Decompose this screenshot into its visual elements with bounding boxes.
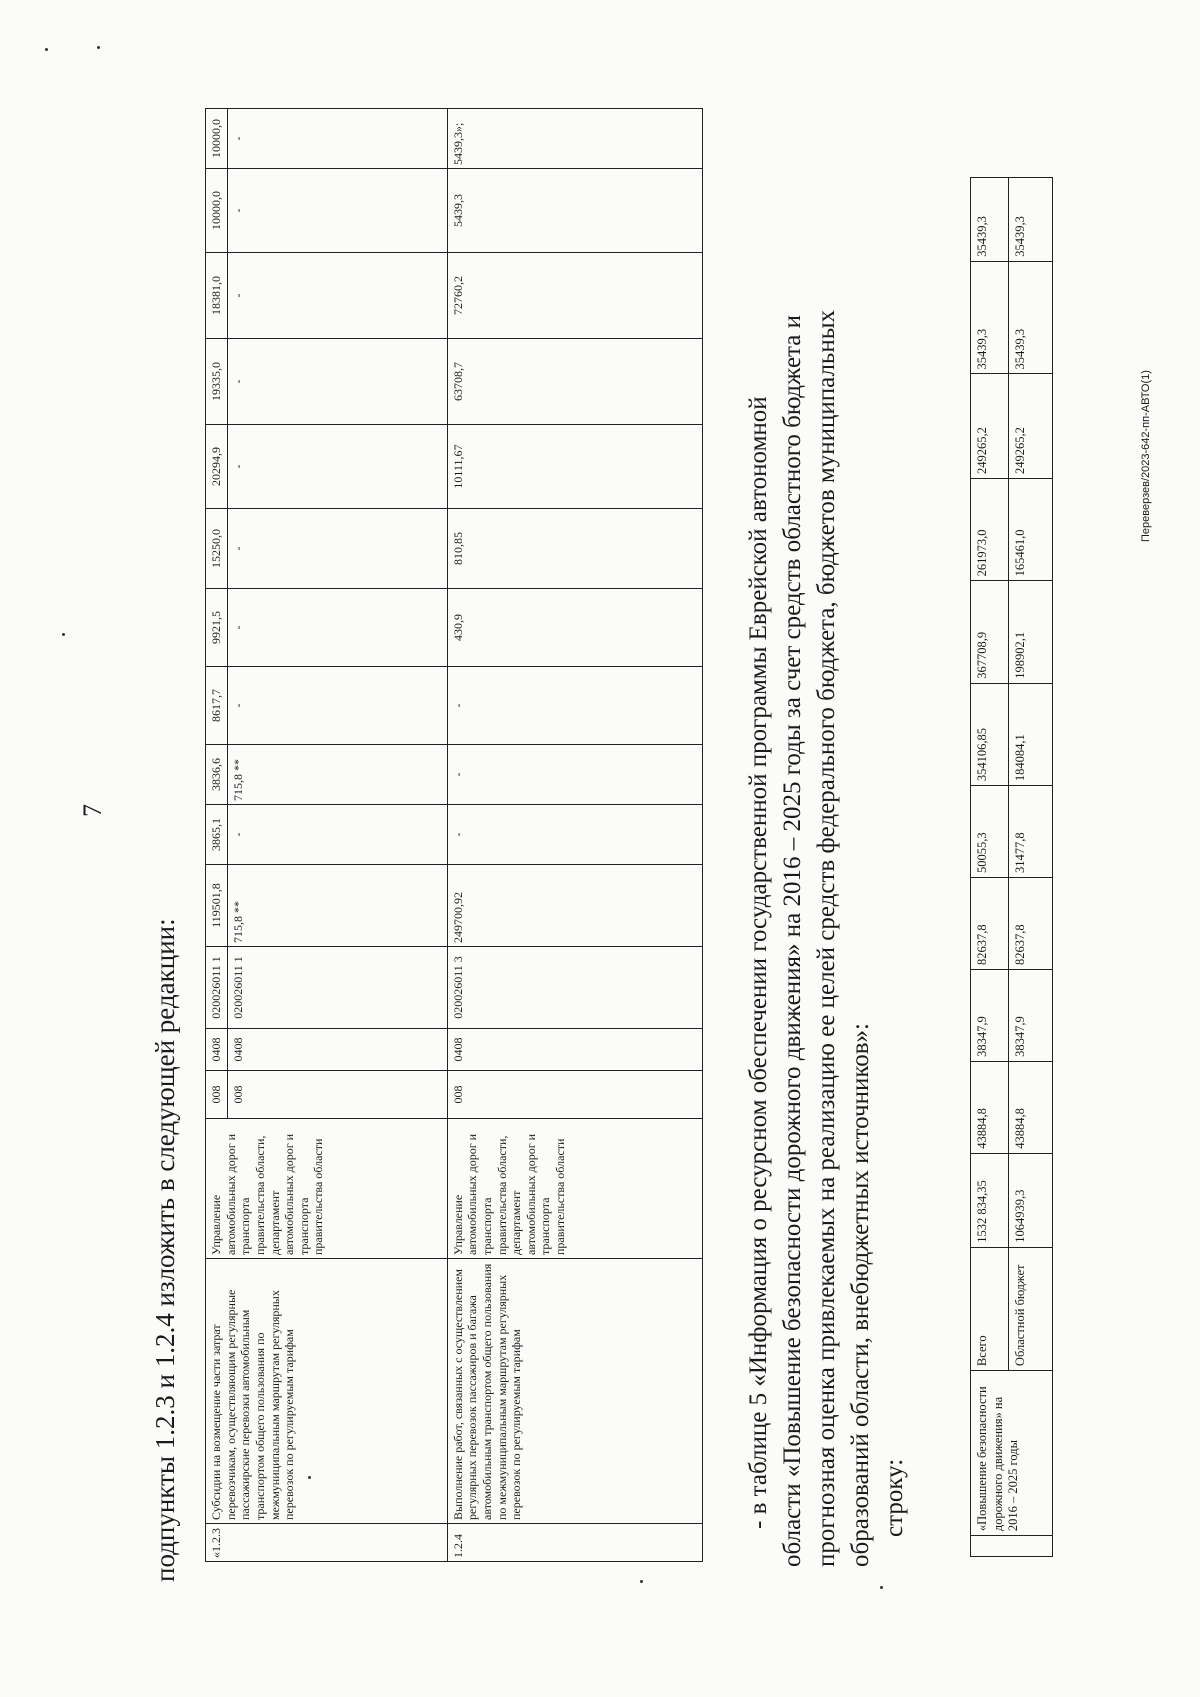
measure-name: Субсидии на возмещение части затрат перевозчикам, осуществляющим регулярные пассажирские перевозки автомобильным транспортом общего пользования по межмуниципальным маршрутам регулярных перевозок по регулируемым тарифам <box>206 1259 448 1524</box>
value-cell: 5439,3»; <box>447 109 702 169</box>
value-cell: 18381,0 <box>206 253 228 339</box>
amendment-paragraph <box>742 147 912 1567</box>
row-number: «1.2.3 <box>206 1524 448 1562</box>
value-cell: - <box>227 339 447 425</box>
table-row <box>1009 178 1053 1557</box>
value-cell: 35439,3 <box>1009 178 1053 262</box>
table-row <box>971 178 1009 1557</box>
rzpr-cell: 0408 <box>227 1029 447 1071</box>
csr-cell: 020026011 1 <box>227 947 447 1029</box>
value-cell: 15250,0 <box>206 509 228 589</box>
value-cell: 35439,3 <box>1009 261 1053 374</box>
resource-summary-table <box>970 177 1053 1557</box>
value-cell: 249265,2 <box>1009 374 1053 478</box>
value-cell: 367708,9 <box>971 581 1009 683</box>
value-cell: - <box>447 805 702 865</box>
value-cell: 198902,1 <box>1009 581 1053 683</box>
value-cell: 31477,8 <box>1009 786 1053 878</box>
value-cell: 8617,7 <box>206 667 228 745</box>
csr-cell: 020026011 1 <box>206 947 228 1029</box>
value-cell: 20294,9 <box>206 425 228 509</box>
value-cell: 119501,8 <box>206 865 228 947</box>
value-cell: 63708,7 <box>447 339 702 425</box>
value-cell: 38347,9 <box>971 969 1009 1061</box>
source-cell: Областной бюджет <box>1009 1247 1053 1370</box>
value-cell: 43884,8 <box>971 1061 1009 1153</box>
value-cell: 72760,2 <box>447 253 702 339</box>
value-cell: - <box>447 667 702 745</box>
value-cell: - <box>227 805 447 865</box>
value-cell: 3865,1 <box>206 805 228 865</box>
source-cell: Всего <box>971 1247 1009 1370</box>
value-cell: 10111,67 <box>447 425 702 509</box>
table-row <box>206 47 228 1562</box>
value-cell: 261973,0 <box>971 478 1009 580</box>
paragraph-line: образований области, внебюджетных источников»: <box>847 1023 874 1567</box>
value-cell: 810,85 <box>447 509 702 589</box>
value-cell: - <box>227 589 447 667</box>
value-cell: 82637,8 <box>1009 878 1053 970</box>
page-number: 7 <box>78 804 107 817</box>
rzpr-cell: 0408 <box>447 1029 702 1071</box>
paragraph-line: - в таблице 5 «Информация о ресурсном обеспечении государственной программы Еврейской автономной <box>745 396 772 1529</box>
value-cell: 10000,0 <box>206 109 228 169</box>
empty-cell <box>971 1536 1053 1557</box>
value-cell: 9921,5 <box>206 589 228 667</box>
value-cell: 1064939,3 <box>1009 1153 1053 1247</box>
program-measures-table <box>205 46 703 1562</box>
value-cell: - <box>227 169 447 253</box>
value-cell: 184084,1 <box>1009 683 1053 785</box>
measure-name: Выполнение работ, связанных с осуществлением регулярных перевозок пассажиров и багажа автомобильным транспортом общего пользования по межмуниципальным маршрутам регулярных перевозок по регулируемым тарифам <box>447 1259 702 1524</box>
value-cell: - <box>227 509 447 589</box>
grbs-cell: 008 <box>447 1071 702 1119</box>
value-cell: 715,8 ** <box>227 865 447 947</box>
program-name: «Повышение безопасности дорожного движения» на 2016 – 2025 годы <box>971 1371 1053 1536</box>
value-cell: 249700,92 <box>447 865 702 947</box>
paragraph-line: прогнозная оценка привлекаемых на реализацию ее целей средств федерального бюджета, бюджетов муниципальных <box>813 309 840 1567</box>
value-cell: - <box>227 425 447 509</box>
intro-text: подпункты 1.2.3 и 1.2.4 изложить в следующей редакции: <box>150 918 180 1582</box>
value-cell: 82637,8 <box>971 878 1009 970</box>
value-cell: 165461,0 <box>1009 478 1053 580</box>
grbs-cell: 008 <box>206 1071 228 1119</box>
footer-code: Переверзев/2023-642-пп-АВТО(1) <box>1140 370 1152 542</box>
value-cell: 38347,9 <box>1009 969 1053 1061</box>
value-cell: - <box>447 745 702 805</box>
grbs-cell: 008 <box>227 1071 447 1119</box>
executor: Управление автомобильных дорог и транспорта правительства области, департамент автомобильных дорог и транспорта правительства области <box>447 1119 702 1259</box>
value-cell: 50055,3 <box>971 786 1009 878</box>
value-cell: - <box>227 667 447 745</box>
value-cell: 43884,8 <box>1009 1061 1053 1153</box>
paragraph-line: строку: <box>881 1458 908 1537</box>
executor: Управление автомобильных дорог и транспорта правительства области, департамент автомобильных дорог и транспорта правительства области <box>206 1119 448 1259</box>
value-cell: 3836,6 <box>206 745 228 805</box>
value-cell: 354106,85 <box>971 683 1009 785</box>
row-number: 1.2.4 <box>447 1524 702 1562</box>
value-cell: 1532 834,35 <box>971 1153 1009 1247</box>
value-cell: 715,8 ** <box>227 745 447 805</box>
value-cell: 35439,3 <box>971 261 1009 374</box>
paragraph-line: области «Повышение безопасности дорожного движения» на 2016 – 2025 годы за счет средств областного бюджета и <box>779 314 806 1567</box>
value-cell: 5439,3 <box>447 169 702 253</box>
csr-cell: 020026011 3 <box>447 947 702 1029</box>
value-cell: 19335,0 <box>206 339 228 425</box>
value-cell: - <box>227 109 447 169</box>
value-cell: 430,9 <box>447 589 702 667</box>
value-cell: 35439,3 <box>971 178 1009 262</box>
value-cell: 249265,2 <box>971 374 1009 478</box>
rzpr-cell: 0408 <box>206 1029 228 1071</box>
table-row <box>447 47 702 1562</box>
value-cell: 10000,0 <box>206 169 228 253</box>
value-cell: - <box>227 253 447 339</box>
